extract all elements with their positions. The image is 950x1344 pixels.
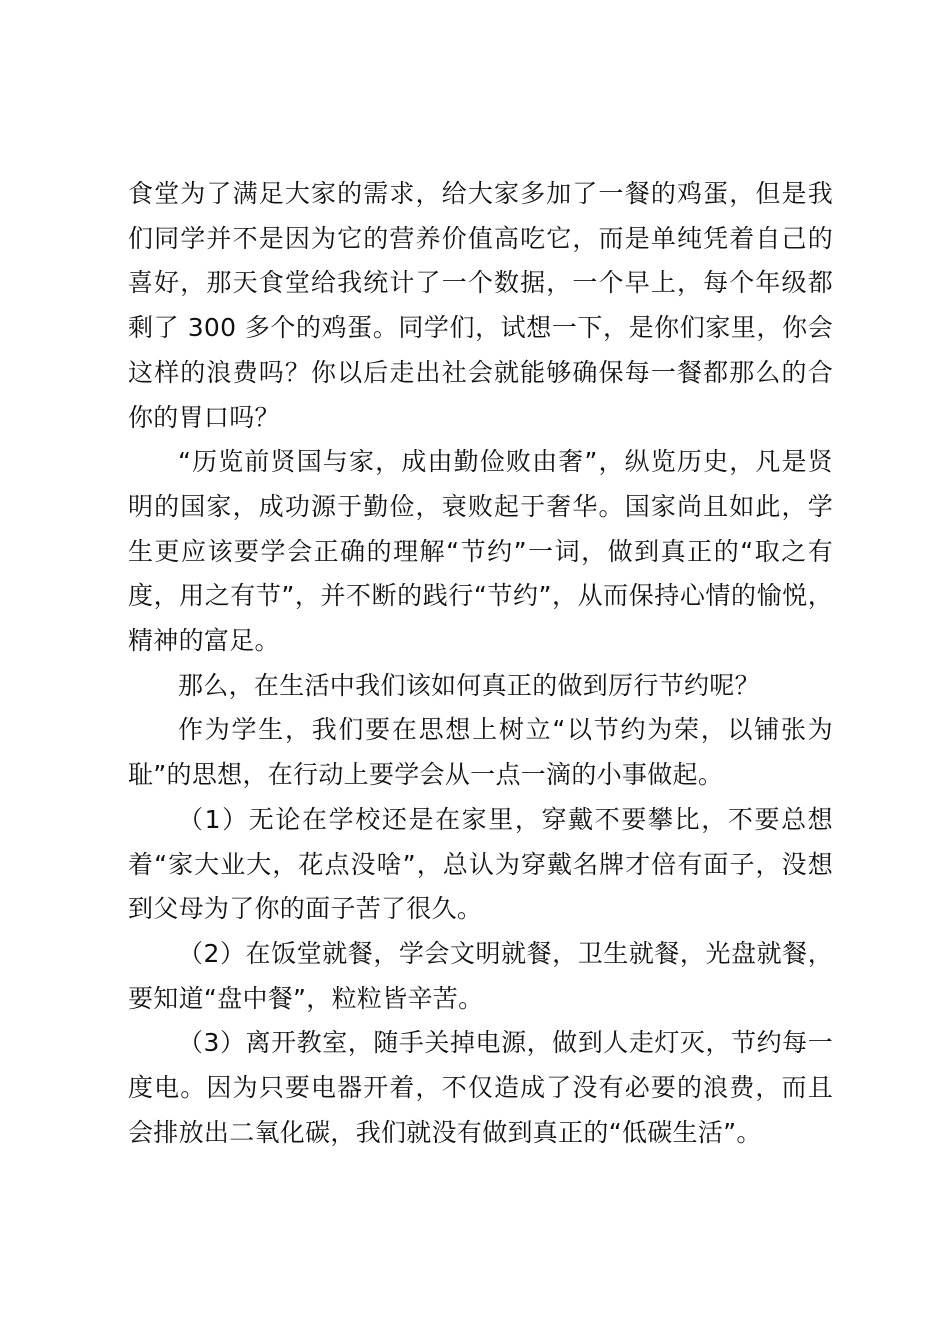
paragraph-item-2-dining: （2）在饭堂就餐，学会文明就餐，卫生就餐，光盘就餐，要知道“盘中餐”，粒粒皆辛苦。 (128, 938, 833, 1013)
paragraph-student-mindset: 作为学生，我们要在思想上树立“以节约为荣，以铺张为耻”的思想，在行动上要学会从一点一滴的小事做起。 (128, 715, 833, 790)
paragraph-item-1-clothing: （1）无论在学校还是在家里，穿戴不要攀比，不要总想着“家大业大，花点没啥”，总认为穿戴名牌才倍有面子，没想到父母为了你的面子苦了很久。 (128, 804, 833, 924)
document-body (128, 172, 833, 1155)
paragraph-question: 那么，在生活中我们该如何真正的做到厉行节约呢？ (178, 670, 760, 700)
paragraph-canteen-eggs: 食堂为了满足大家的需求，给大家多加了一餐的鸡蛋，但是我们同学并不是因为它的营养价值高吃它，而是单纯凭着自己的喜好，那天食堂给我统计了一个数据，一个早上，每个年级都剩了 300 多个的鸡蛋。同学们，试想一下，是你们家里，你会这样的浪费吗？你以后走出社会就能够确保每一餐都那么的合你的胃口吗？ (128, 179, 833, 432)
paragraph-item-3-electricity: （3）离开教室，随手关掉电源，做到人走灯灭，节约每一度电。因为只要电器开着，不仅造成了没有必要的浪费，而且会排放出二氧化碳，我们就没有做到真正的“低碳生活”。 (128, 1028, 833, 1147)
paragraph-history-thrift: “历览前贤国与家，成由勤俭败由奢”，纵览历史，凡是贤明的国家，成功源于勤俭，衰败起于奢华。国家尚且如此，学生更应该要学会正确的理解“节约”一词，做到真正的“取之有度，用之有节”，并不断的践行“节约”，从而保持心情的愉悦，精神的富足。 (128, 447, 833, 656)
